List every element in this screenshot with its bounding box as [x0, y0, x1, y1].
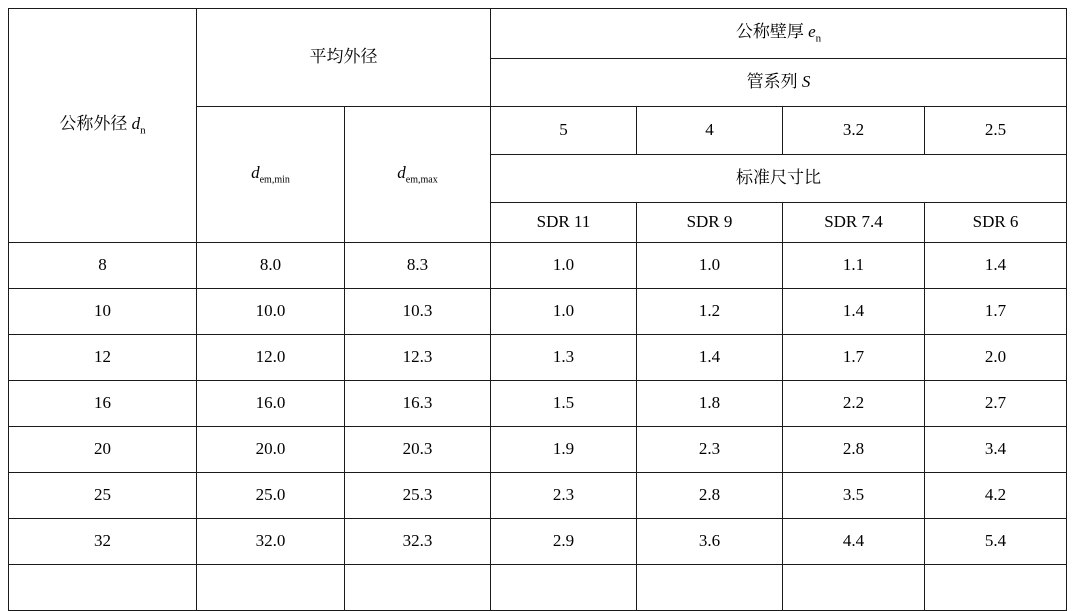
cell-e-0: 1.0 — [491, 243, 637, 289]
table-row — [9, 289, 1067, 335]
header-sdr-value-0: SDR 11 — [491, 203, 637, 243]
header-series-value-0: 5 — [491, 107, 637, 155]
cell-e-2: 2.8 — [783, 427, 925, 473]
header-dem-max — [345, 107, 491, 243]
cell-dem-min: 12.0 — [197, 335, 345, 381]
cell-e-1 — [637, 565, 783, 611]
cell-e-0: 1.9 — [491, 427, 637, 473]
cell-e-2: 2.2 — [783, 381, 925, 427]
cell-e-2: 1.1 — [783, 243, 925, 289]
cell-e-2: 3.5 — [783, 473, 925, 519]
cell-e-0 — [491, 565, 637, 611]
cell-dn — [9, 565, 197, 611]
table-row — [9, 427, 1067, 473]
header-dem-max-sub: em,max — [405, 174, 438, 186]
header-nominal-wall-thickness — [491, 9, 1067, 59]
header-nominal-wall-thickness-var: e — [808, 21, 816, 41]
header-pipe-series-var: S — [801, 72, 811, 92]
cell-e-3: 4.2 — [925, 473, 1067, 519]
cell-e-1: 1.0 — [637, 243, 783, 289]
document-page — [0, 8, 1075, 585]
cell-e-0: 2.3 — [491, 473, 637, 519]
cell-e-2: 1.4 — [783, 289, 925, 335]
cell-dem-min: 8.0 — [197, 243, 345, 289]
cell-e-3 — [925, 565, 1067, 611]
table-row — [9, 381, 1067, 427]
cell-dem-min: 16.0 — [197, 381, 345, 427]
cell-dem-min: 25.0 — [197, 473, 345, 519]
cell-dem-max: 10.3 — [345, 289, 491, 335]
table-row — [9, 243, 1067, 289]
cell-dem-max: 25.3 — [345, 473, 491, 519]
header-series-value-2: 3.2 — [783, 107, 925, 155]
table-row — [9, 335, 1067, 381]
header-nominal-outer-diameter-var: d — [131, 113, 141, 133]
cell-dn: 10 — [9, 289, 197, 335]
header-dem-max-var: d — [397, 162, 406, 182]
table-row-partial — [9, 565, 1067, 611]
cell-e-2: 4.4 — [783, 519, 925, 565]
cell-e-3: 2.7 — [925, 381, 1067, 427]
cell-dem-min: 10.0 — [197, 289, 345, 335]
cell-dn: 32 — [9, 519, 197, 565]
table-header-row-1 — [9, 9, 1067, 59]
cell-dem-min: 32.0 — [197, 519, 345, 565]
cell-dem-max: 20.3 — [345, 427, 491, 473]
cell-dem-min: 20.0 — [197, 427, 345, 473]
cell-dem-max: 12.3 — [345, 335, 491, 381]
cell-e-1: 3.6 — [637, 519, 783, 565]
header-sdr-value-2: SDR 7.4 — [783, 203, 925, 243]
cell-e-0: 1.3 — [491, 335, 637, 381]
header-dem-min-sub: em,min — [259, 174, 290, 186]
header-dem-min — [197, 107, 345, 243]
header-nominal-outer-diameter-label: 公称外径 — [59, 113, 128, 133]
cell-e-1: 1.4 — [637, 335, 783, 381]
cell-dem-min — [197, 565, 345, 611]
cell-e-1: 1.8 — [637, 381, 783, 427]
header-mean-outer-diameter: 平均外径 — [197, 9, 491, 107]
header-sdr-value-3: SDR 6 — [925, 203, 1067, 243]
cell-e-2: 1.7 — [783, 335, 925, 381]
header-nominal-outer-diameter — [9, 9, 197, 243]
header-dem-min-var: d — [251, 162, 260, 182]
cell-e-1: 2.3 — [637, 427, 783, 473]
cell-dn: 16 — [9, 381, 197, 427]
cell-e-1: 1.2 — [637, 289, 783, 335]
cell-dn: 8 — [9, 243, 197, 289]
header-pipe-series-label: 管系列 — [746, 72, 798, 92]
cell-e-3: 3.4 — [925, 427, 1067, 473]
cell-e-0: 2.9 — [491, 519, 637, 565]
cell-e-0: 1.0 — [491, 289, 637, 335]
cell-e-3: 2.0 — [925, 335, 1067, 381]
header-series-value-3: 2.5 — [925, 107, 1067, 155]
table-row — [9, 473, 1067, 519]
header-nominal-wall-thickness-sub: n — [815, 32, 822, 45]
cell-e-3: 1.7 — [925, 289, 1067, 335]
cell-dn: 25 — [9, 473, 197, 519]
cell-e-3: 1.4 — [925, 243, 1067, 289]
cell-dem-max: 8.3 — [345, 243, 491, 289]
header-standard-dimension-ratio: 标准尺寸比 — [491, 155, 1067, 203]
header-series-value-1: 4 — [637, 107, 783, 155]
cell-dem-max: 32.3 — [345, 519, 491, 565]
header-sdr-value-1: SDR 9 — [637, 203, 783, 243]
cell-dn: 12 — [9, 335, 197, 381]
cell-e-3: 5.4 — [925, 519, 1067, 565]
cell-e-0: 1.5 — [491, 381, 637, 427]
header-nominal-wall-thickness-label: 公称壁厚 — [735, 21, 804, 41]
cell-dem-max: 16.3 — [345, 381, 491, 427]
cell-e-1: 2.8 — [637, 473, 783, 519]
header-pipe-series — [491, 59, 1067, 107]
pipe-dimension-table — [8, 8, 1067, 611]
table-row — [9, 519, 1067, 565]
cell-dn: 20 — [9, 427, 197, 473]
header-nominal-outer-diameter-sub: n — [140, 124, 146, 137]
cell-e-2 — [783, 565, 925, 611]
cell-dem-max — [345, 565, 491, 611]
